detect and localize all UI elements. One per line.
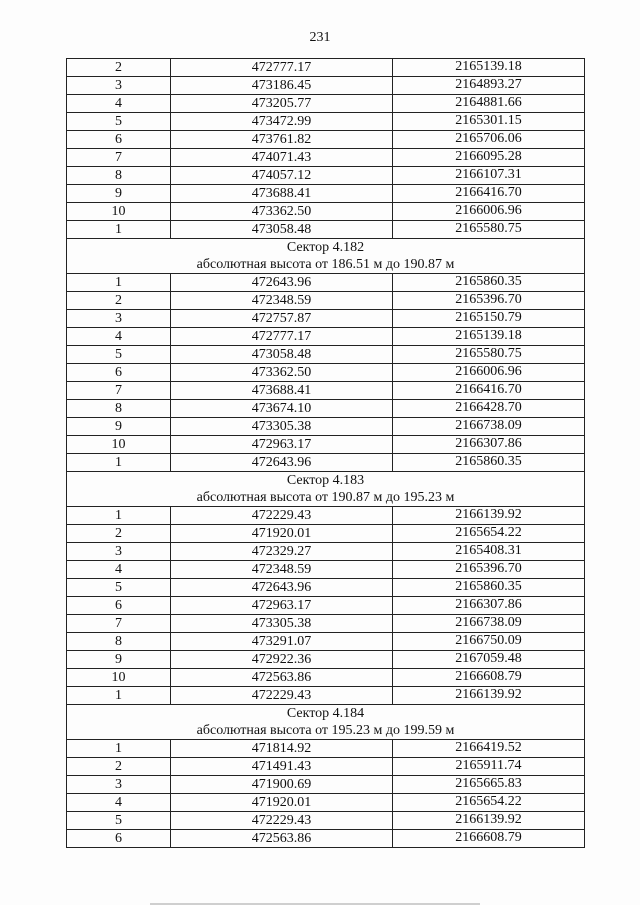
table-row (67, 651, 585, 669)
y-coordinate-cell: 2165665.83 (393, 776, 585, 794)
x-coordinate-cell: 471920.01 (171, 794, 393, 812)
table-row (67, 113, 585, 131)
point-number-cell: 10 (67, 203, 171, 221)
x-coordinate-cell: 471920.01 (171, 525, 393, 543)
x-coordinate-cell: 473291.07 (171, 633, 393, 651)
y-coordinate-cell: 2165860.35 (393, 454, 585, 472)
point-number-cell: 9 (67, 185, 171, 203)
coordinates-table-body (67, 59, 585, 848)
y-coordinate-cell: 2166750.09 (393, 633, 585, 651)
table-row (67, 454, 585, 472)
point-number-cell: 4 (67, 794, 171, 812)
x-coordinate-cell: 473688.41 (171, 185, 393, 203)
table-row (67, 59, 585, 77)
x-coordinate-cell: 472563.86 (171, 669, 393, 687)
y-coordinate-cell: 2165150.79 (393, 310, 585, 328)
table-row (67, 382, 585, 400)
table-row (67, 669, 585, 687)
y-coordinate-cell: 2165396.70 (393, 561, 585, 579)
point-number-cell: 4 (67, 328, 171, 346)
y-coordinate-cell: 2165654.22 (393, 525, 585, 543)
point-number-cell: 1 (67, 454, 171, 472)
coordinates-table (66, 58, 585, 848)
y-coordinate-cell: 2166139.92 (393, 687, 585, 705)
table-row (67, 615, 585, 633)
y-coordinate-cell: 2166416.70 (393, 185, 585, 203)
table-row (67, 561, 585, 579)
x-coordinate-cell: 472757.87 (171, 310, 393, 328)
x-coordinate-cell: 472643.96 (171, 454, 393, 472)
y-coordinate-cell: 2166416.70 (393, 382, 585, 400)
table-row (67, 274, 585, 292)
sector-title-row (67, 239, 585, 257)
x-coordinate-cell: 473058.48 (171, 346, 393, 364)
point-number-cell: 1 (67, 274, 171, 292)
y-coordinate-cell: 2165580.75 (393, 221, 585, 239)
point-number-cell: 5 (67, 113, 171, 131)
y-coordinate-cell: 2165860.35 (393, 274, 585, 292)
table-row (67, 776, 585, 794)
point-number-cell: 10 (67, 436, 171, 454)
point-number-cell: 9 (67, 418, 171, 436)
table-row (67, 543, 585, 561)
x-coordinate-cell: 473362.50 (171, 364, 393, 382)
x-coordinate-cell: 472348.59 (171, 292, 393, 310)
x-coordinate-cell: 473688.41 (171, 382, 393, 400)
table-row (67, 633, 585, 651)
point-number-cell: 7 (67, 149, 171, 167)
x-coordinate-cell: 472348.59 (171, 561, 393, 579)
table-row (67, 525, 585, 543)
y-coordinate-cell: 2166419.52 (393, 740, 585, 758)
y-coordinate-cell: 2166738.09 (393, 615, 585, 633)
page-number: 231 (309, 30, 331, 45)
sector-height-row (67, 722, 585, 740)
y-coordinate-cell: 2165580.75 (393, 346, 585, 364)
point-number-cell: 5 (67, 346, 171, 364)
point-number-cell: 9 (67, 651, 171, 669)
point-number-cell: 8 (67, 400, 171, 418)
x-coordinate-cell: 473058.48 (171, 221, 393, 239)
sector-title-row (67, 705, 585, 723)
x-coordinate-cell: 472229.43 (171, 687, 393, 705)
table-row (67, 794, 585, 812)
table-row (67, 203, 585, 221)
sector-height-row (67, 256, 585, 274)
y-coordinate-cell: 2166738.09 (393, 418, 585, 436)
y-coordinate-cell: 2166006.96 (393, 203, 585, 221)
point-number-cell: 6 (67, 830, 171, 848)
table-row (67, 310, 585, 328)
table-row (67, 185, 585, 203)
sector-title-row (67, 472, 585, 490)
y-coordinate-cell: 2165408.31 (393, 543, 585, 561)
y-coordinate-cell: 2167059.48 (393, 651, 585, 669)
sector-height-row (67, 489, 585, 507)
table-row (67, 687, 585, 705)
point-number-cell: 1 (67, 221, 171, 239)
table-row (67, 436, 585, 454)
y-coordinate-cell: 2166006.96 (393, 364, 585, 382)
x-coordinate-cell: 473472.99 (171, 113, 393, 131)
point-number-cell: 1 (67, 687, 171, 705)
sector-height-range: абсолютная высота от 195.23 м до 199.59 м (67, 722, 585, 740)
y-coordinate-cell: 2165654.22 (393, 794, 585, 812)
x-coordinate-cell: 473362.50 (171, 203, 393, 221)
x-coordinate-cell: 472643.96 (171, 274, 393, 292)
x-coordinate-cell: 473186.45 (171, 77, 393, 95)
table-row (67, 597, 585, 615)
table-row (67, 400, 585, 418)
y-coordinate-cell: 2164881.66 (393, 95, 585, 113)
y-coordinate-cell: 2166107.31 (393, 167, 585, 185)
y-coordinate-cell: 2166139.92 (393, 812, 585, 830)
point-number-cell: 3 (67, 310, 171, 328)
table-row (67, 830, 585, 848)
sector-title: Сектор 4.183 (67, 472, 585, 490)
table-row (67, 418, 585, 436)
table-row (67, 812, 585, 830)
y-coordinate-cell: 2165706.06 (393, 131, 585, 149)
x-coordinate-cell: 474071.43 (171, 149, 393, 167)
point-number-cell: 1 (67, 740, 171, 758)
x-coordinate-cell: 472922.36 (171, 651, 393, 669)
table-row (67, 346, 585, 364)
y-coordinate-cell: 2166608.79 (393, 830, 585, 848)
x-coordinate-cell: 473674.10 (171, 400, 393, 418)
point-number-cell: 3 (67, 77, 171, 95)
y-coordinate-cell: 2166307.86 (393, 436, 585, 454)
table-row (67, 364, 585, 382)
x-coordinate-cell: 472229.43 (171, 812, 393, 830)
y-coordinate-cell: 2166139.92 (393, 507, 585, 525)
table-row (67, 507, 585, 525)
point-number-cell: 3 (67, 543, 171, 561)
x-coordinate-cell: 471491.43 (171, 758, 393, 776)
sector-title: Сектор 4.182 (67, 239, 585, 257)
y-coordinate-cell: 2166608.79 (393, 669, 585, 687)
point-number-cell: 1 (67, 507, 171, 525)
x-coordinate-cell: 473761.82 (171, 131, 393, 149)
table-row (67, 95, 585, 113)
point-number-cell: 2 (67, 292, 171, 310)
point-number-cell: 7 (67, 615, 171, 633)
point-number-cell: 2 (67, 59, 171, 77)
y-coordinate-cell: 2165860.35 (393, 579, 585, 597)
table-row (67, 579, 585, 597)
table-row (67, 149, 585, 167)
x-coordinate-cell: 471900.69 (171, 776, 393, 794)
table-row (67, 758, 585, 776)
point-number-cell: 8 (67, 167, 171, 185)
x-coordinate-cell: 472563.86 (171, 830, 393, 848)
sector-height-range: абсолютная высота от 190.87 м до 195.23 м (67, 489, 585, 507)
x-coordinate-cell: 473205.77 (171, 95, 393, 113)
table-row (67, 131, 585, 149)
x-coordinate-cell: 472777.17 (171, 59, 393, 77)
y-coordinate-cell: 2165911.74 (393, 758, 585, 776)
x-coordinate-cell: 471814.92 (171, 740, 393, 758)
table-row (67, 77, 585, 95)
point-number-cell: 6 (67, 131, 171, 149)
x-coordinate-cell: 472963.17 (171, 597, 393, 615)
table-row (67, 167, 585, 185)
table-row (67, 221, 585, 239)
y-coordinate-cell: 2165139.18 (393, 59, 585, 77)
x-coordinate-cell: 472329.27 (171, 543, 393, 561)
x-coordinate-cell: 474057.12 (171, 167, 393, 185)
point-number-cell: 10 (67, 669, 171, 687)
x-coordinate-cell: 472643.96 (171, 579, 393, 597)
x-coordinate-cell: 473305.38 (171, 615, 393, 633)
x-coordinate-cell: 473305.38 (171, 418, 393, 436)
sector-height-range: абсолютная высота от 186.51 м до 190.87 м (67, 256, 585, 274)
sector-title: Сектор 4.184 (67, 705, 585, 723)
y-coordinate-cell: 2166307.86 (393, 597, 585, 615)
x-coordinate-cell: 472963.17 (171, 436, 393, 454)
point-number-cell: 5 (67, 579, 171, 597)
point-number-cell: 2 (67, 758, 171, 776)
point-number-cell: 4 (67, 561, 171, 579)
y-coordinate-cell: 2164893.27 (393, 77, 585, 95)
table-row (67, 740, 585, 758)
point-number-cell: 2 (67, 525, 171, 543)
point-number-cell: 5 (67, 812, 171, 830)
point-number-cell: 7 (67, 382, 171, 400)
y-coordinate-cell: 2165301.15 (393, 113, 585, 131)
y-coordinate-cell: 2165396.70 (393, 292, 585, 310)
y-coordinate-cell: 2166428.70 (393, 400, 585, 418)
y-coordinate-cell: 2165139.18 (393, 328, 585, 346)
y-coordinate-cell: 2166095.28 (393, 149, 585, 167)
point-number-cell: 6 (67, 597, 171, 615)
point-number-cell: 3 (67, 776, 171, 794)
table-row (67, 292, 585, 310)
point-number-cell: 6 (67, 364, 171, 382)
point-number-cell: 8 (67, 633, 171, 651)
x-coordinate-cell: 472229.43 (171, 507, 393, 525)
point-number-cell: 4 (67, 95, 171, 113)
x-coordinate-cell: 472777.17 (171, 328, 393, 346)
table-row (67, 328, 585, 346)
